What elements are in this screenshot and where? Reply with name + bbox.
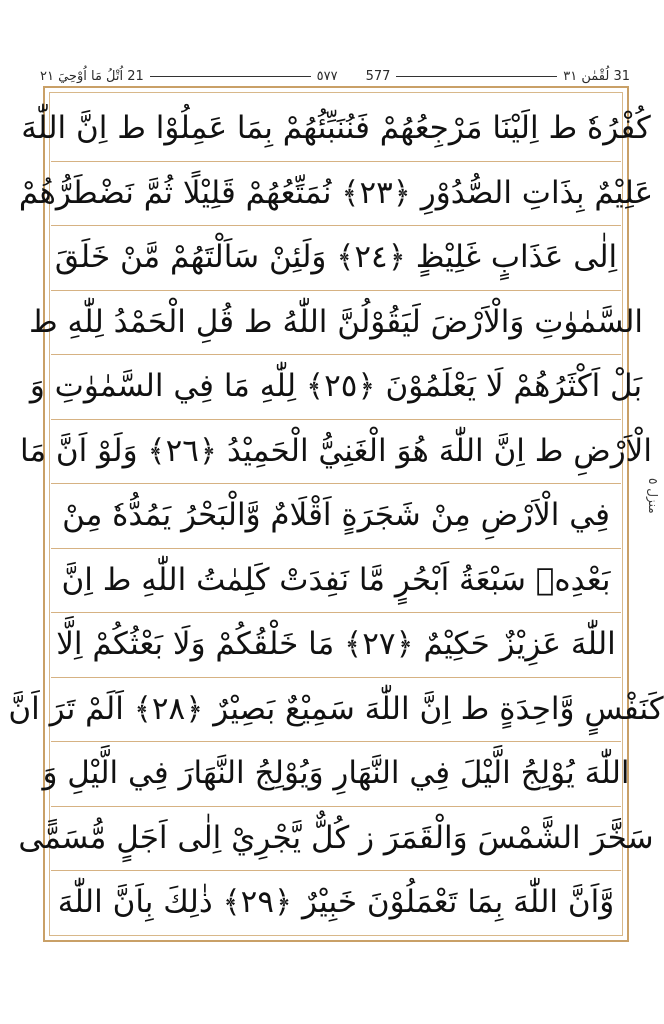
verse-line: كُفْرُهٗ ط اِلَيْنَا مَرْجِعُهُمْ فَنُنَبِّئُهُمْ بِمَا عَمِلُوْا ط اِنَّ اللّٰهَ — [21, 110, 651, 146]
surah-label: 31 لُقْمٰن ٣١ — [563, 68, 631, 84]
verse-line: بَعْدِهٖ سَبْعَةُ اَبْحُرٍ مَّا نَفِدَتْ كَلِمٰتُ اللّٰهِ ط اِنَّ — [61, 561, 611, 598]
verse-line: اللّٰهَ عَزِيْزٌ حَكِيْمٌ ﴿٢٧﴾ مَا خَلْقُكُمْ وَلَا بَعْثُكُمْ اِلَّا — [56, 626, 616, 662]
page-number-group — [317, 69, 391, 84]
header-rule-left — [396, 76, 557, 77]
verse-line: وَّاَنَّ اللّٰهَ بِمَا تَعْمَلُوْنَ خَبِيْرٌ ﴿٢٩﴾ ذٰلِكَ بِاَنَّ اللّٰهَ — [57, 884, 615, 920]
para-label: 21 اُتْلُ مَا اُوْحِيَ ٢١ — [40, 68, 144, 84]
verse-line: فِي الْاَرْضِ مِنْ شَجَرَةٍ اَقْلَامٌ وَّالْبَحْرُ يَمُدُّهٗ مِنْ — [62, 497, 610, 533]
header-rule-right — [150, 76, 311, 77]
verse-line: عَلِيْمٌ بِذَاتِ الصُّدُوْرِ ﴿٢٣﴾ نُمَتِّعُهُمْ قَلِيْلًا ثُمَّ نَضْطَرُّهُمْ — [18, 174, 654, 211]
page-number-arabic: ٥٧٧ — [316, 68, 338, 84]
manzil-label: منزل ٥ — [646, 478, 660, 514]
verse-line: سَخَّرَ الشَّمْسَ وَالْقَمَرَ ز كُلٌّ يَّجْرِيْ اِلٰى اَجَلٍ مُّسَمًّى — [18, 819, 654, 856]
verse-line: الْاَرْضِ ط اِنَّ اللّٰهَ هُوَ الْغَنِيُّ الْحَمِيْدُ ﴿٢٦﴾ وَلَوْ اَنَّ مَا — [20, 432, 652, 469]
verse-line: كَنَفْسٍ وَّاحِدَةٍ ط اِنَّ اللّٰهَ سَمِيْعٌ بَصِيْرٌ ﴿٢٨﴾ اَلَمْ تَرَ اَنَّ — [8, 690, 664, 727]
verse-line: اللّٰهَ يُوْلِجُ الَّيْلَ فِي النَّهَارِ وَيُوْلِجُ النَّهَارَ فِي الَّيْلِ وَ — [42, 755, 630, 791]
verse-line: بَلْ اَكْثَرُهُمْ لَا يَعْلَمُوْنَ ﴿٢٥﴾ لِلّٰهِ مَا فِي السَّمٰوٰتِ وَ — [29, 368, 643, 404]
page-number: 577 — [365, 68, 391, 84]
page-header — [40, 66, 630, 86]
verse-line: السَّمٰوٰتِ وَالْاَرْضَ لَيَقُوْلُنَّ اللّٰهُ ط قُلِ الْحَمْدُ لِلّٰهِ ط — [28, 303, 644, 340]
verse-line: اِلٰى عَذَابٍ غَلِيْظٍ ﴿٢٤﴾ وَلَئِنْ سَاَلْتَهُمْ مَّنْ خَلَقَ — [54, 239, 618, 275]
